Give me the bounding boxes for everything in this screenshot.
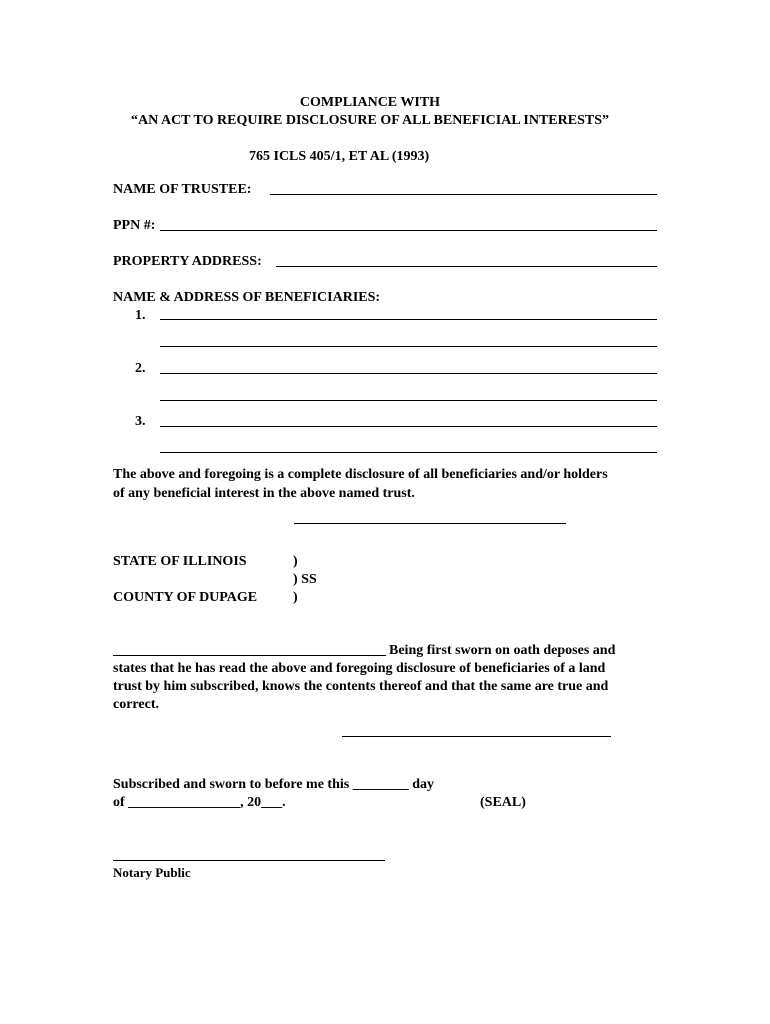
beneficiary-1-line-1[interactable] [160, 319, 657, 320]
beneficiary-1-line-2[interactable] [160, 346, 657, 347]
affiant-signature-line[interactable] [342, 736, 611, 737]
oath-text-line1: Being first sworn on oath deposes and [389, 643, 616, 658]
oath-text-line2: states that he has read the above and foregoing disclosure of beneficiaries of a land [113, 661, 606, 676]
beneficiary-2-line-1[interactable] [160, 373, 657, 374]
seal-label: (SEAL) [480, 795, 526, 810]
beneficiary-number-1: 1. [135, 308, 146, 323]
beneficiary-3-line-1[interactable] [160, 426, 657, 427]
venue-ss: ) SS [293, 572, 317, 587]
beneficiary-3-line-2[interactable] [160, 452, 657, 453]
beneficiary-2-line-2[interactable] [160, 400, 657, 401]
disclosure-text-line1: The above and foregoing is a complete disclosure of all beneficiaries and/or holders [113, 467, 608, 482]
beneficiary-number-3: 3. [135, 414, 146, 429]
notary-public-label: Notary Public [113, 865, 191, 880]
disclosure-text-line2: of any beneficial interest in the above named trust. [113, 486, 415, 501]
statute-citation: 765 ICLS 405/1, ET AL (1993) [249, 149, 430, 164]
ppn-field[interactable] [160, 230, 657, 231]
oath-text-line3: trust by him subscribed, knows the contents thereof and that the same are true and [113, 679, 609, 694]
form-title-line1: COMPLIANCE WITH [299, 95, 441, 110]
jurat-line1: Subscribed and sworn to before me this ________ day [113, 777, 434, 792]
beneficiary-number-2: 2. [135, 361, 146, 376]
form-title-line2: “AN ACT TO REQUIRE DISCLOSURE OF ALL BENEFICIAL INTERESTS” [131, 113, 609, 128]
notary-signature-line[interactable] [113, 860, 385, 861]
county-label: COUNTY OF DUPAGE [113, 590, 258, 605]
venue-bracket-1: ) [293, 554, 298, 569]
jurat-line2: of ________________, 20___. [113, 795, 286, 810]
beneficiaries-label: NAME & ADDRESS OF BENEFICIARIES: [113, 290, 381, 305]
trustee-label: NAME OF TRUSTEE: [113, 182, 252, 197]
venue-bracket-3: ) [293, 590, 298, 605]
disclosure-signature-line[interactable] [294, 523, 566, 524]
oath-text-line4: correct. [113, 697, 159, 712]
trustee-field[interactable] [270, 194, 657, 195]
property-address-label: PROPERTY ADDRESS: [113, 254, 262, 269]
ppn-label: PPN #: [113, 218, 156, 233]
state-label: STATE OF ILLINOIS [113, 554, 247, 569]
affiant-name-field[interactable] [113, 655, 386, 656]
property-address-field[interactable] [276, 266, 657, 267]
